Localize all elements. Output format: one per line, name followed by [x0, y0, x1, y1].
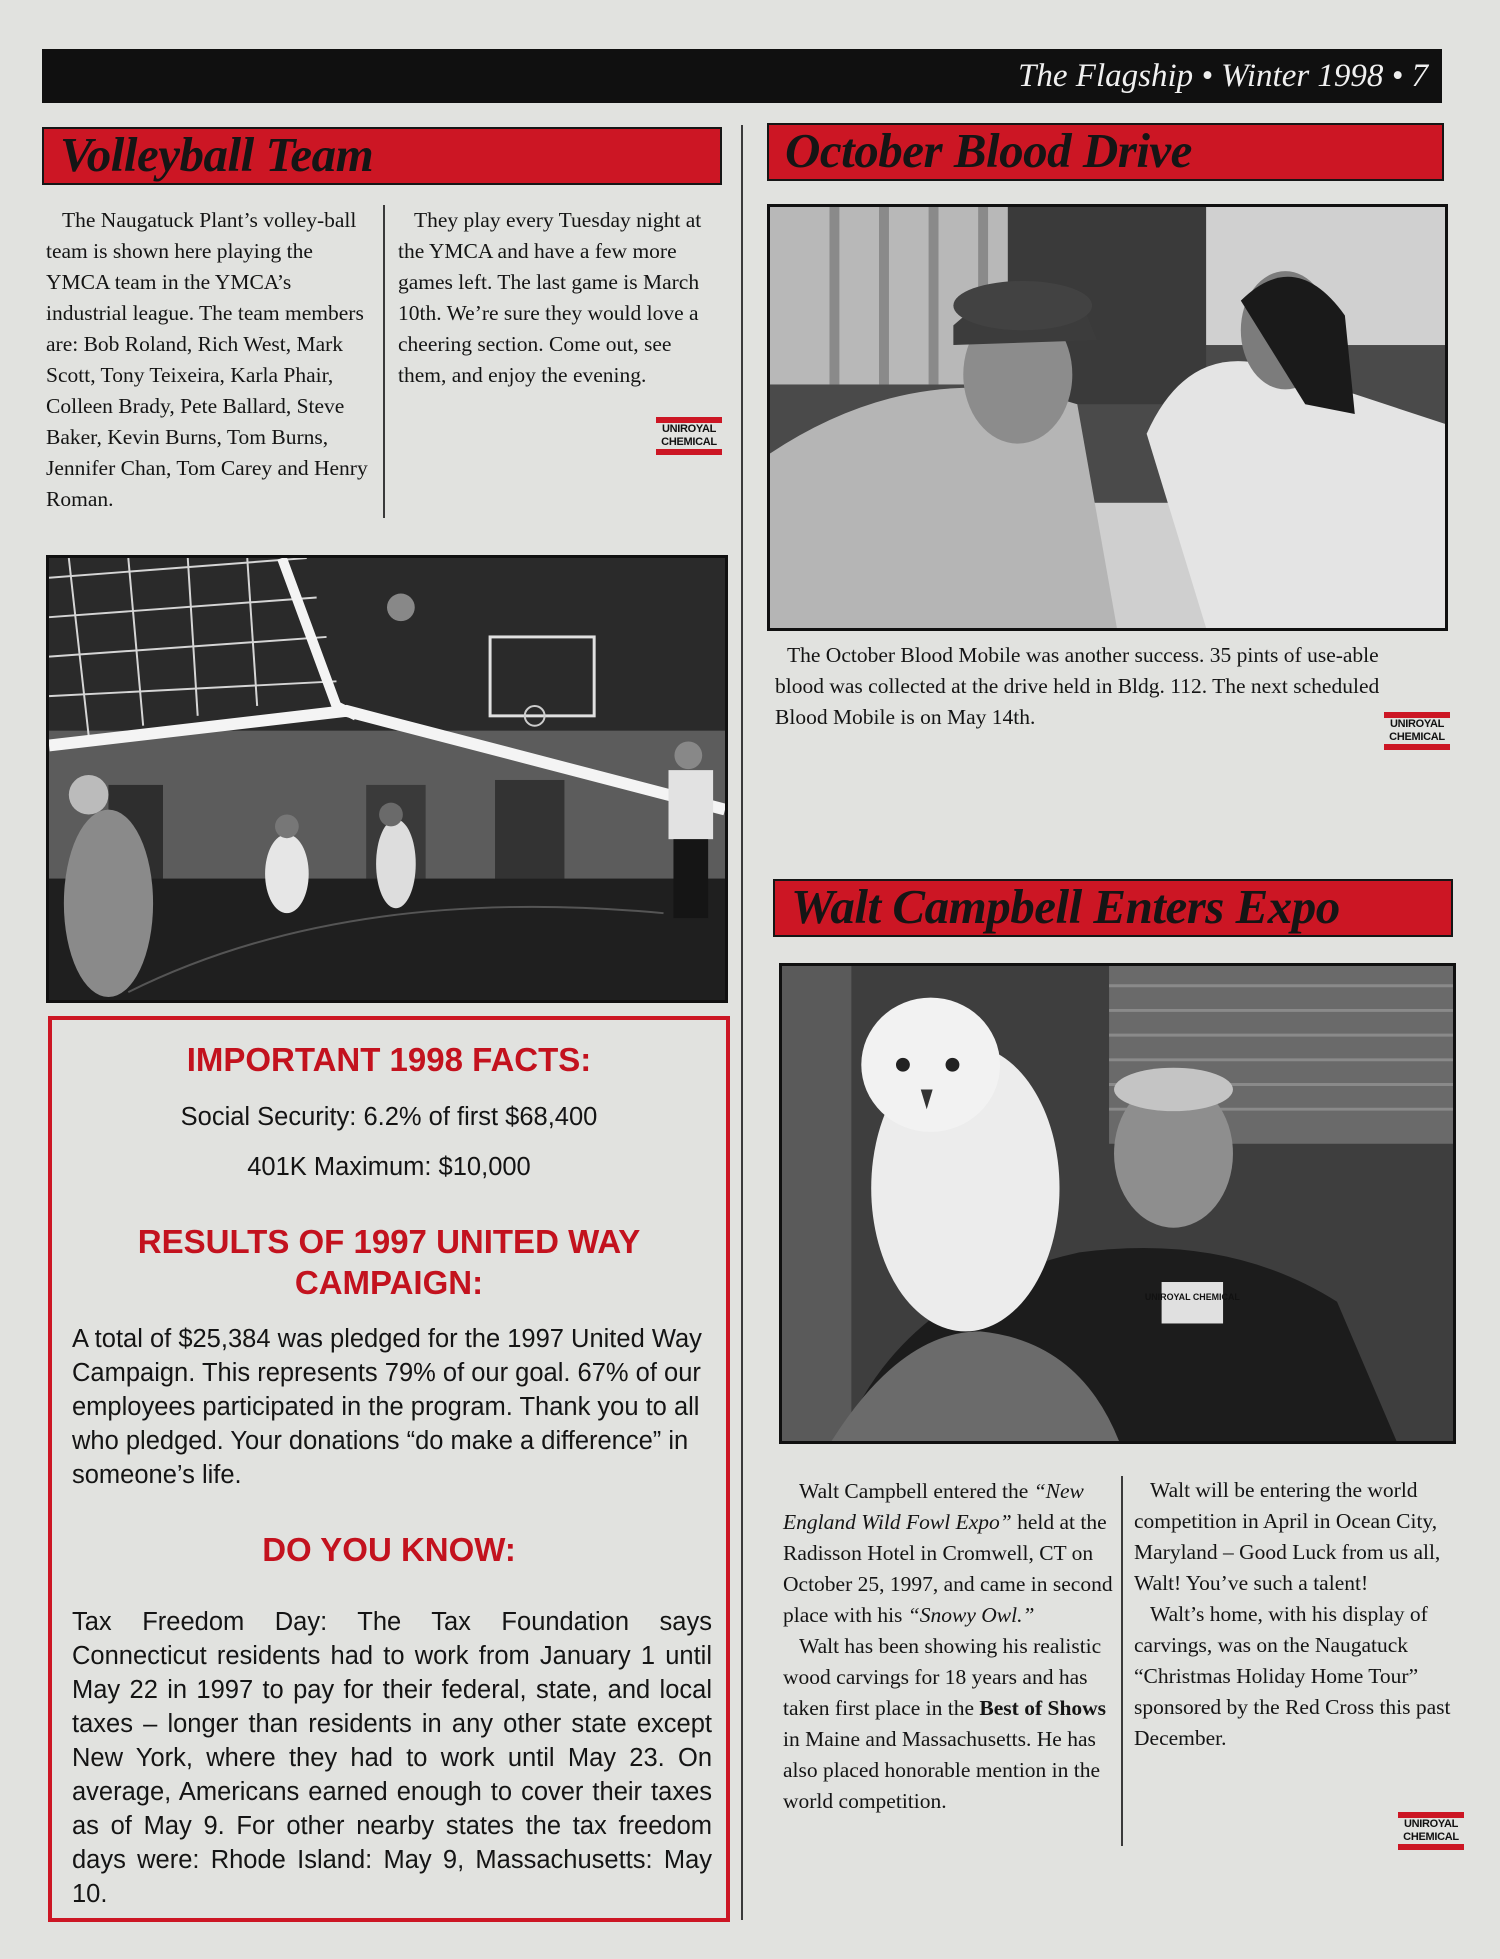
walt-paragraph-2: [783, 1631, 1113, 1817]
blood-drive-caption: The October Blood Mobile was another success. 35 pints of use-able blood was collected at the drive held in Bldg. 112. The next scheduled Blood Mobile is on May 14th.: [775, 643, 1380, 729]
volleyball-column-1: [46, 205, 372, 515]
walt-paragraph-4: Walt’s home, with his display of carvings, was on the Naugatuck “Christmas Holiday Home Tour” sponsored by the Red Cross this past December.: [1134, 1602, 1451, 1750]
walt-owl-photo: [779, 963, 1456, 1444]
walt-p1-owl: “Snowy Owl.”: [907, 1603, 1035, 1627]
volleyball-column-2: [398, 205, 724, 391]
social-security-text: Social Security: 6.2% of first $68,400: [180, 1103, 598, 1131]
uniroyal-logo: UNIROYAL CHEMICAL: [1398, 1812, 1464, 1856]
walt-column-2: [1134, 1475, 1464, 1754]
walt-banner: [773, 879, 1453, 937]
walt-paragraph-1: [783, 1476, 1113, 1631]
column-divider: [383, 205, 385, 518]
walt-p2-text-a: Walt has been showing his realistic wood carvings for 18 years and has taken first place in the: [783, 1634, 1102, 1720]
volleyball-text-2: They play every Tuesday night at the YMCA and have a few more games left. The last game is March 10th. We’re sure they would love a cheering section. Come out, see them, and enjoy the evening.: [398, 208, 702, 387]
walt-title: Walt Campbell Enters Expo: [791, 879, 1340, 934]
header-bar: [42, 49, 1442, 103]
shirt-logo: UNIROYAL CHEMICAL: [1144, 1291, 1240, 1302]
uniroyal-logo: UNIROYAL CHEMICAL: [1384, 712, 1450, 756]
tax-freedom-text: Tax Freedom Day: The Tax Foundation says Connecticut residents had to work from January 1 until May 22 in 1997 to pay for their federal, state, and local taxes – longer than residents in any other state except New York, where they had to work until May 23. On average, Americans earned enough to cover their taxes as of May 9. For other nearby states the tax freedom days were: Rhode Island: May 9, Massachusetts: May 10.: [72, 1608, 712, 1908]
walt-column-1: [783, 1476, 1113, 1817]
volleyball-photo: [46, 555, 728, 1003]
walt-p2-text-b: in Maine and Massachusetts. He has also placed honorable mention in the world competition.: [783, 1727, 1101, 1813]
blood-drive-banner: [767, 123, 1444, 181]
united-way-heading: RESULTS OF 1997 UNITED WAY CAMPAIGN:: [137, 1223, 641, 1301]
facts-heading: IMPORTANT 1998 FACTS:: [186, 1041, 592, 1078]
facts-box: [48, 1016, 730, 1922]
volleyball-banner: [42, 127, 722, 185]
uniroyal-logo: UNIROYAL CHEMICAL: [656, 417, 722, 461]
page-divider: [741, 125, 743, 1920]
volleyball-title: Volleyball Team: [60, 127, 374, 182]
do-you-know-heading: DO YOU KNOW:: [262, 1531, 516, 1568]
blood-drive-title: October Blood Drive: [785, 123, 1192, 178]
walt-p1-text-a: Walt Campbell entered the: [799, 1479, 1034, 1503]
united-way-text: A total of $25,384 was pledged for the 1997 United Way Campaign. This represents 79% of our goal. 67% of our employees participated in the program. Thank you to all who pledged. Your donations “do make a difference” in someone’s life.: [72, 1325, 702, 1489]
walt-paragraph-3: Walt will be entering the world competition in April in Ocean City, Maryland – Good Luck from us all, Walt! You’ve such a talent!: [1134, 1478, 1441, 1595]
walt-p1-expo: “New England Wild Fowl Expo”: [783, 1479, 1084, 1534]
walt-p1-text-b: held at the Radisson Hotel in Cromwell, CT on October 25, 1997, and came in second place with his: [783, 1510, 1113, 1627]
walt-p2-bold: Best of Shows: [979, 1696, 1107, 1720]
401k-text: 401K Maximum: $10,000: [247, 1153, 531, 1181]
column-divider: [1121, 1476, 1123, 1846]
page-header: The Flagship • Winter 1998 • 7: [1018, 58, 1428, 94]
blood-drive-photo: [767, 204, 1448, 631]
volleyball-text-1: The Naugatuck Plant’s volley-ball team is shown here playing the YMCA team in the YMCA’s industrial league. The team members are: Bob Roland, Rich West, Mark Scott, Tony Teixeira, Karla Phair, Colleen Brady, Pete Ballard, Steve Baker, Kevin Burns, Tom Burns, Jennifer Chan, Tom Carey and Henry Roman.: [46, 208, 368, 511]
